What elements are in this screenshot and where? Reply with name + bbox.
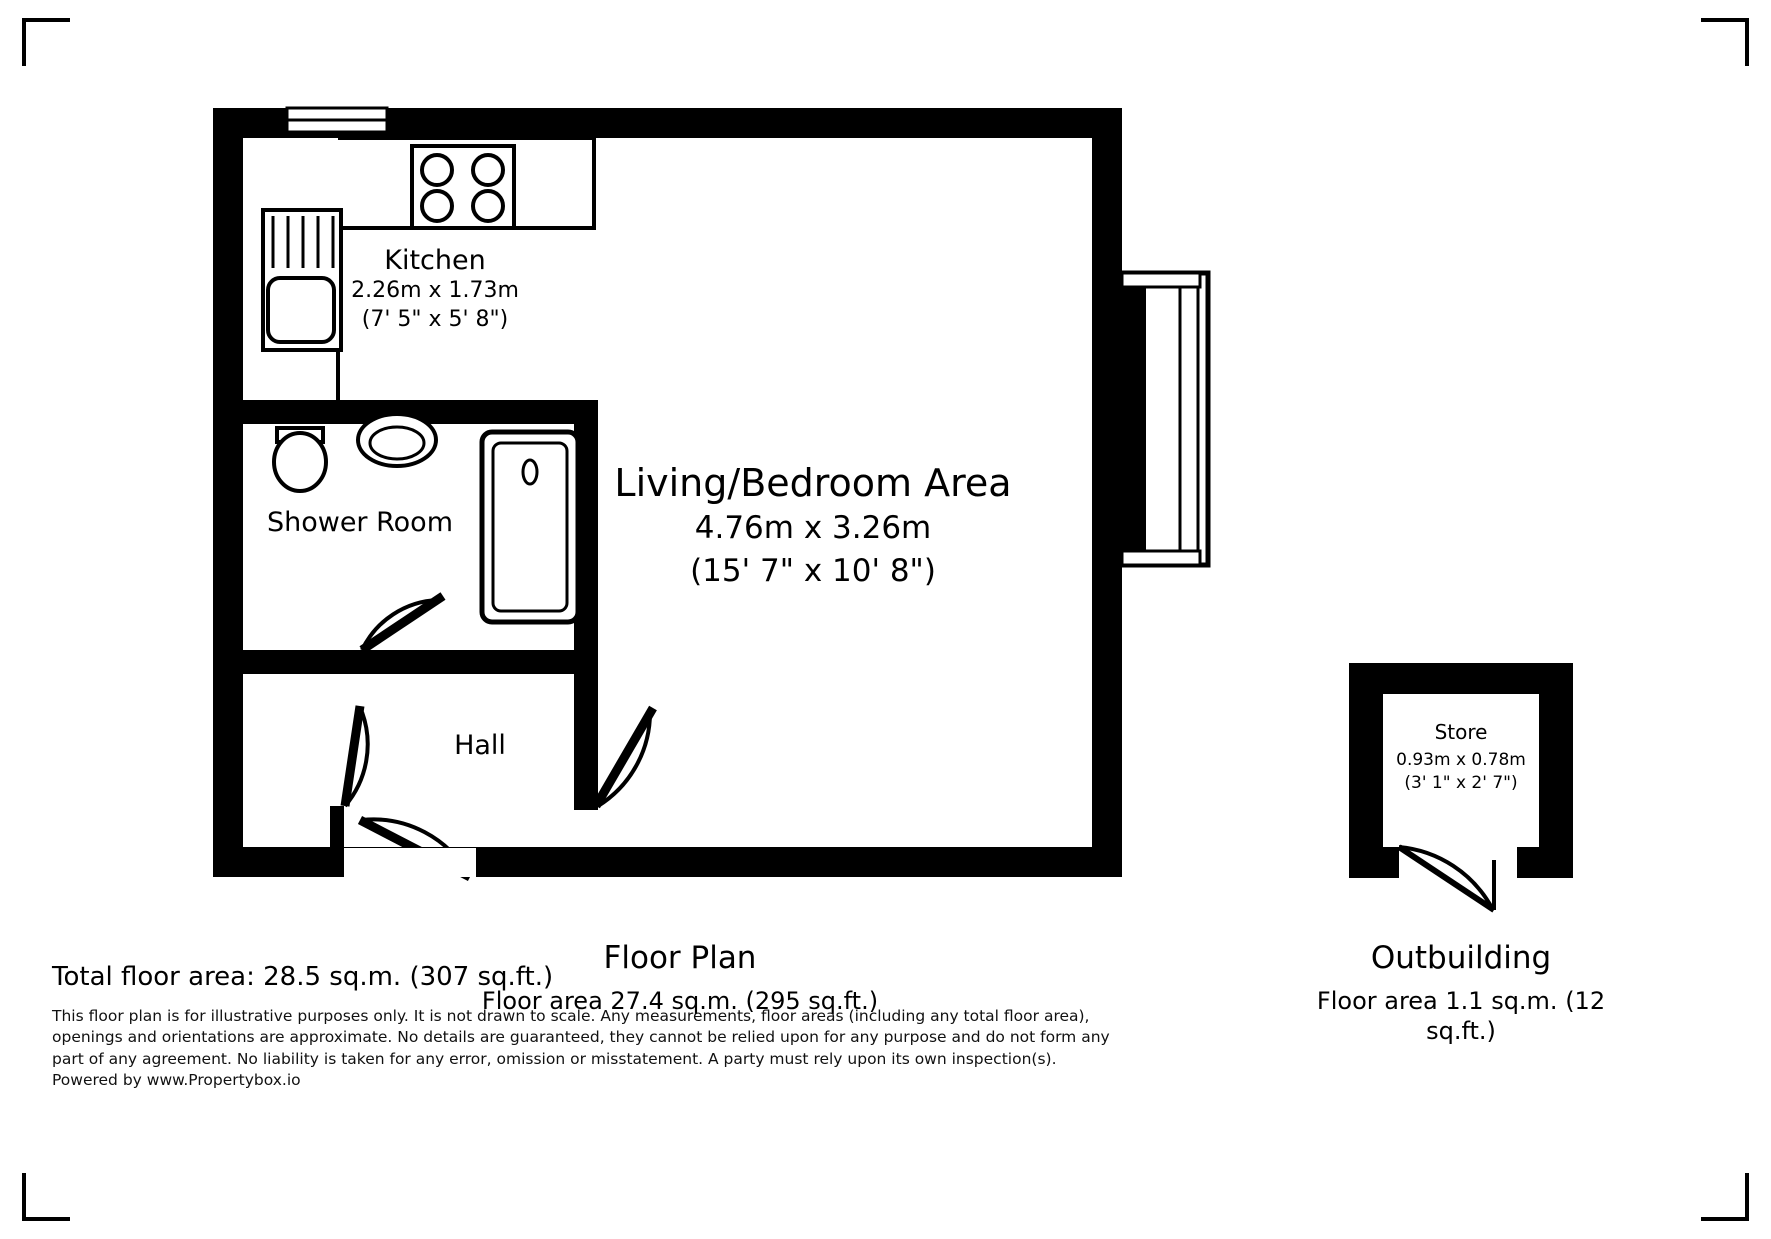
room-label-living-bedroom: Living/Bedroom Area xyxy=(614,461,1012,505)
caption-sub-outbuilding: Floor area 1.1 sq.m. (12 sq.ft.) xyxy=(1316,987,1606,1045)
disclaimer-text: This floor plan is for illustrative purposes only. It is not drawn to scale. Any measurements, floor areas (including any total floor area), openings and orientations are approximate. No details are guaranteed, they cannot be relied upon for any purpose and do not form any part of any agreement. No liability is taken for any error, omission or misstatement. A party must rely upon its own inspection(s). Powered by www.Propertybox.io xyxy=(52,1007,1110,1090)
room-dims-living-imperial: (15' 7" x 10' 8") xyxy=(690,553,936,589)
room-dims-kitchen-metric: 2.26m x 1.73m xyxy=(351,278,519,303)
room-dims-kitchen-imperial: (7' 5" x 5' 8") xyxy=(361,307,509,332)
toilet-icon xyxy=(274,428,326,491)
room-label-store: Store xyxy=(1434,720,1488,744)
caption-title-main: Floor Plan xyxy=(603,940,757,976)
window-kitchen-top xyxy=(287,108,387,132)
caption-sub-main: Floor area 27.4 sq.m. (295 sq.ft.) xyxy=(481,987,879,1015)
interior-wall-hall-top xyxy=(213,650,598,674)
door-shower-room xyxy=(362,596,443,650)
caption-title-outbuilding: Outbuilding xyxy=(1370,940,1552,976)
washbasin-icon xyxy=(358,414,436,466)
window-bay-right xyxy=(1122,273,1208,565)
room-label-kitchen: Kitchen xyxy=(384,245,486,276)
door-hall-living xyxy=(596,708,653,806)
room-dims-store-imperial: (3' 1" x 2' 7") xyxy=(1404,773,1518,793)
room-label-shower-room: Shower Room xyxy=(266,507,454,538)
room-dims-living-metric: 4.76m x 3.26m xyxy=(694,510,932,546)
total-floor-area: Total floor area: 28.5 sq.m. (307 sq.ft.) xyxy=(52,962,554,992)
room-label-hall: Hall xyxy=(454,730,506,761)
kitchen-hob-icon xyxy=(412,146,514,228)
door-entrance xyxy=(344,819,476,877)
interior-wall-hall-stub xyxy=(330,806,344,850)
door-hall-left xyxy=(345,706,368,806)
room-dims-store-metric: 0.93m x 0.78m xyxy=(1396,750,1526,770)
